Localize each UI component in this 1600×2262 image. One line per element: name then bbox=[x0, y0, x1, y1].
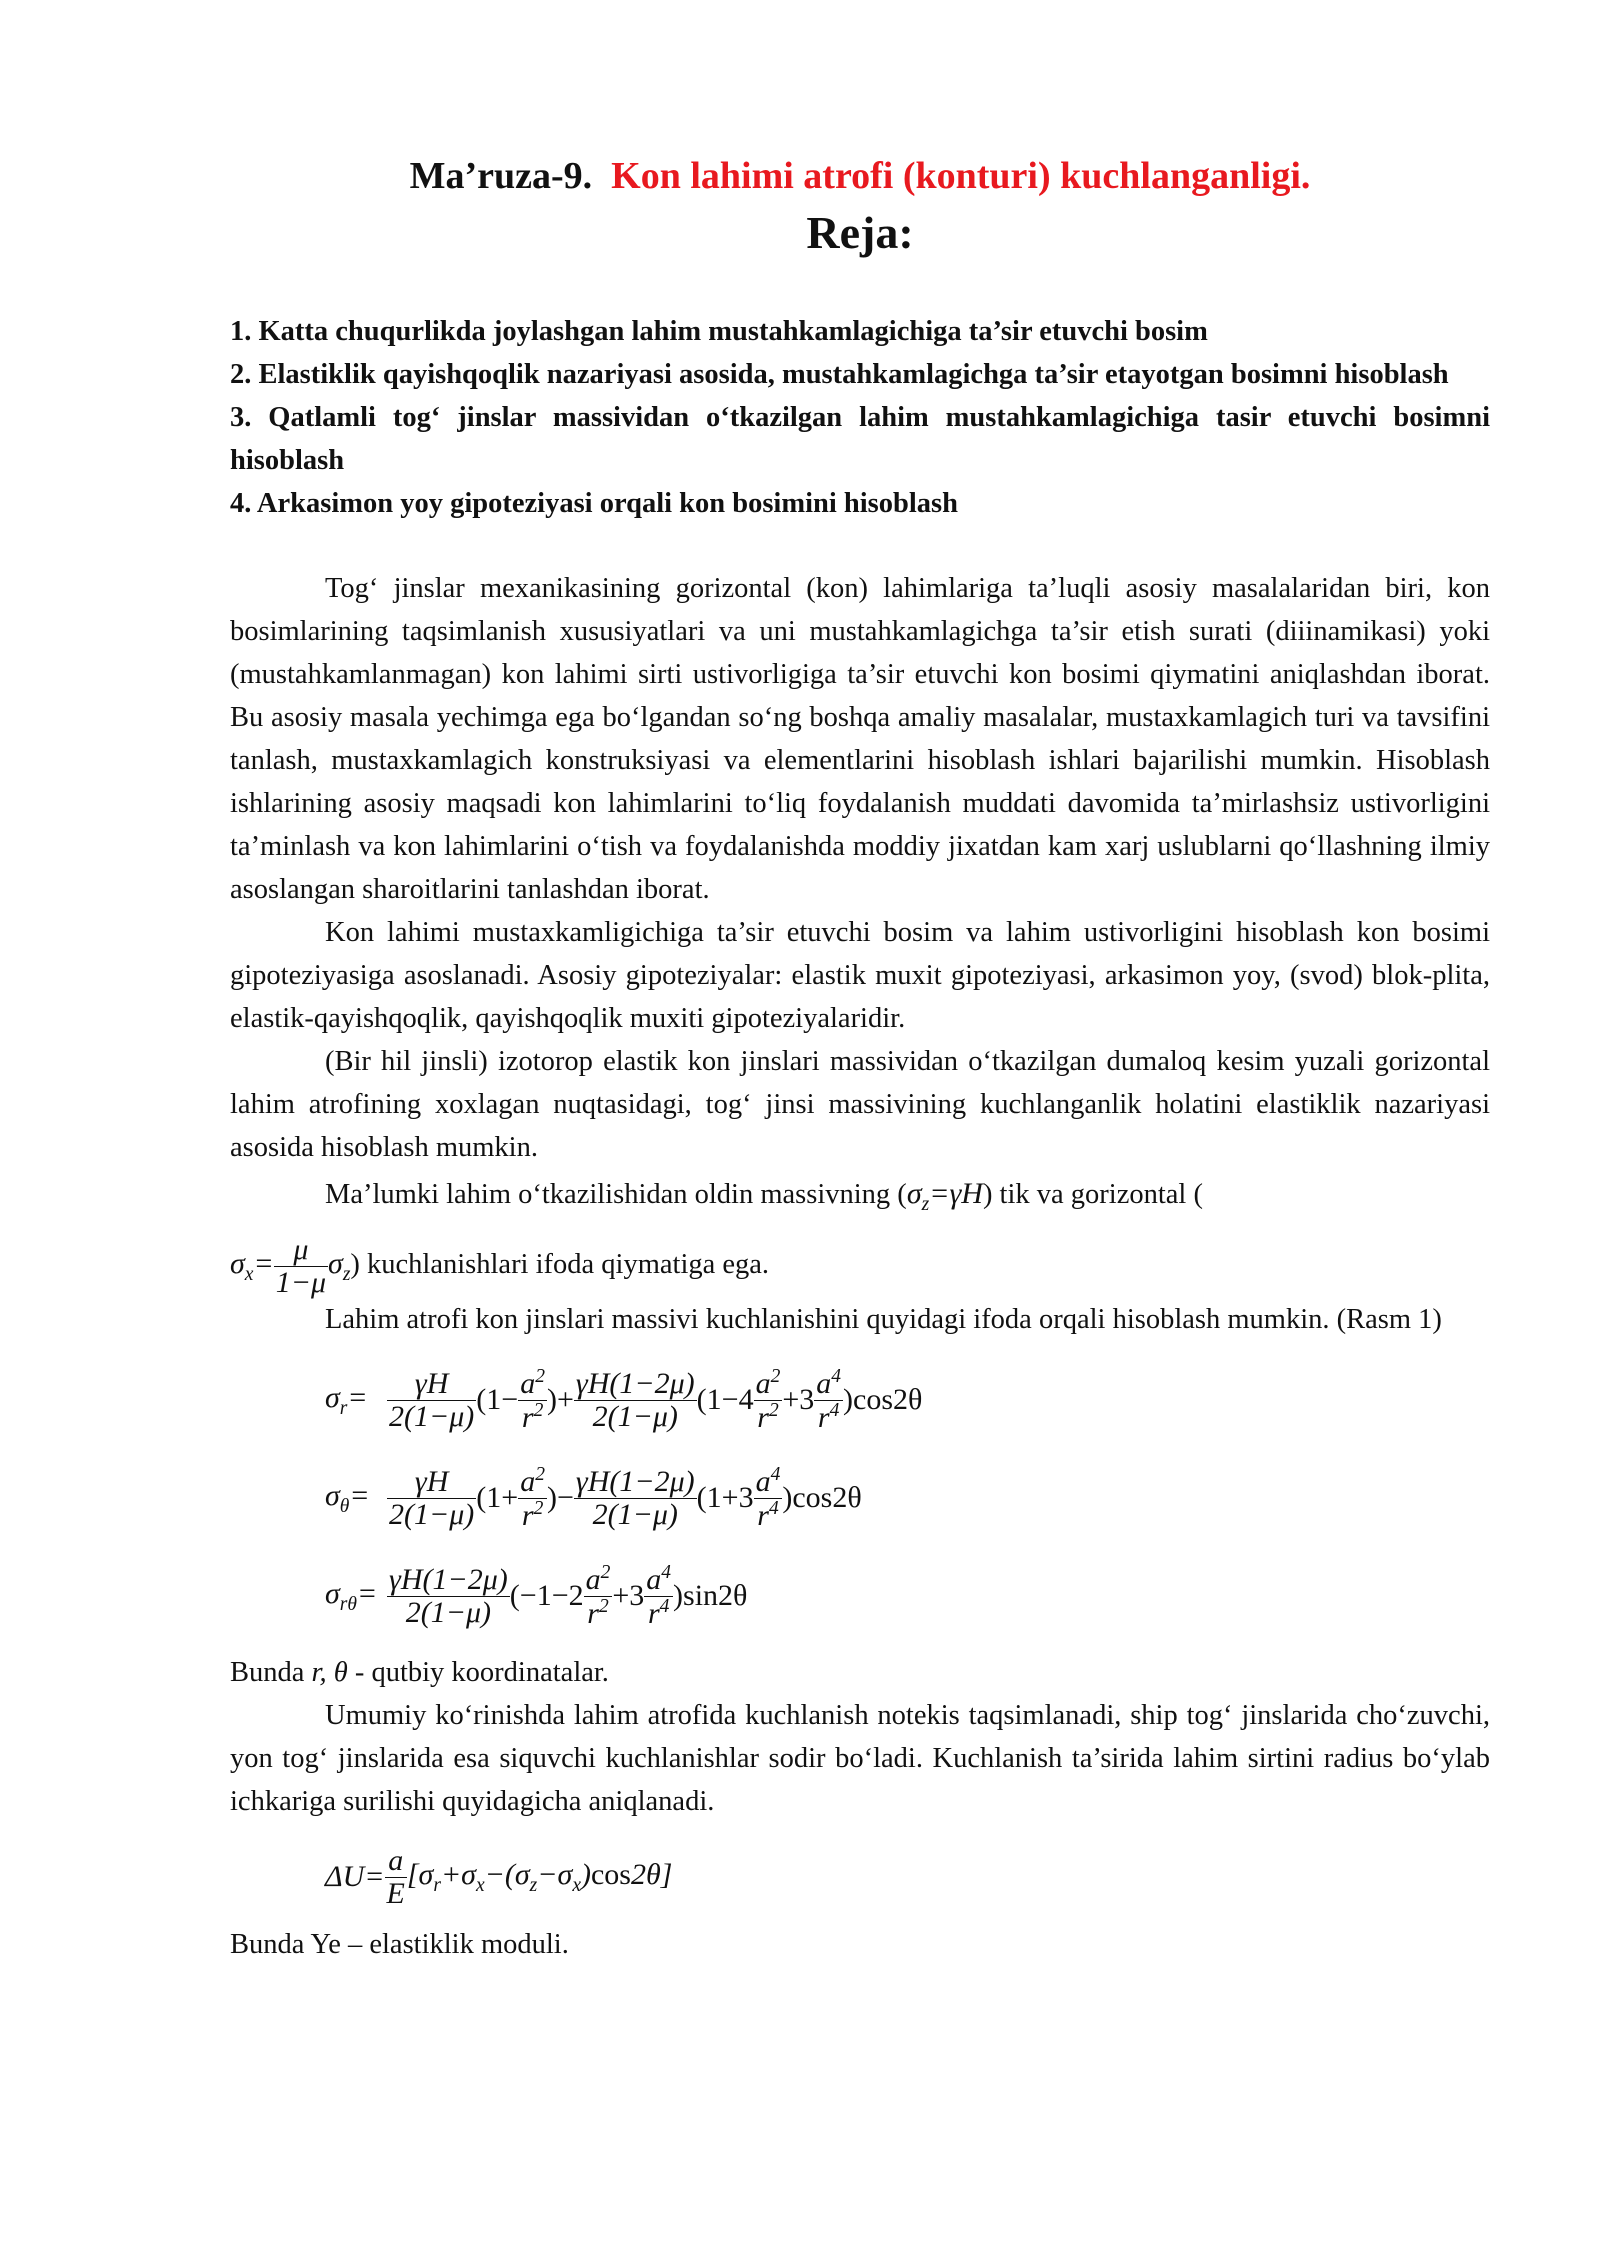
plan-heading: Reja: bbox=[806, 207, 914, 258]
plan-item: 1. Katta chuqurlikda joylashgan lahim mustahkamlagichiga ta’sir etuvchi bosim bbox=[230, 316, 1208, 347]
equation-sigma-theta: $\sigma_\theta=$ $\frac{\gamma H}{2(1-\mu)}$ (1+ $\frac{a^2}{r^2}$ )− $\frac{\gamma H(1-2\mu)}{2(1-\mu)}$ (1+3 $a^4$ $r^4$ )cos2θ bbox=[325, 1464, 862, 1532]
formula-r-theta: r, θ bbox=[311, 1657, 348, 1688]
plan-item: 3. Qatlamli tog‘ jinslar massividan o‘tkazilgan lahim mustahkamlagichiga tasir etuvchi bosimni hisoblash bbox=[230, 402, 1490, 476]
plan-item: 2. Elastiklik qayishqoqlik nazariyasi asosida, mustahkamlagichga ta’sir etayotgan bosimni hisoblash bbox=[230, 359, 1449, 390]
lecture-topic: Kon lahimi atrofi (konturi) kuchlanganligi. bbox=[611, 155, 1311, 197]
paragraph-initial-stress bbox=[230, 1169, 1490, 1230]
paragraph-text: ) tik va gorizontal ( bbox=[982, 1179, 1203, 1210]
formula-sigma-z: $\sigma_z=\gamma H$ bbox=[906, 1177, 983, 1215]
paragraph: Umumiy ko‘rinishda lahim atrofida kuchlanish notekis taqsimlanadi, ship tog‘ jinslarida cho‘zuvchi, yon tog‘ jinslarida esa siquvchi kuchlanishlar sodir bo‘ladi. Kuchlanish ta’sirida lahim sirtini radius bo‘ylab ichkariga surilishi quyidagicha aniqlanadi. bbox=[230, 1700, 1490, 1817]
plan-list bbox=[230, 310, 1490, 525]
paragraph-polar-coords bbox=[230, 1651, 1490, 1694]
paragraph: Kon lahimi mustaxkamligichiga ta’sir etuvchi bosim va lahim ustivorligini hisoblash kon bosimi gipoteziyasiga asoslanadi. Asosiy gipoteziyalar: elastik muxit gipoteziyasi, arkasimon yoy, (svod) blok-plita, elastik-qayishqoqlik, qayishqoqlik muxiti gipoteziyalaridir. bbox=[230, 917, 1490, 1034]
formula-sigma-x: $\sigma_x=$ $\frac{\mu}{1-\mu}$ $\sigma_z$ bbox=[230, 1233, 351, 1299]
equation-sigma-r-theta: $\sigma_{r\theta}=$ $\frac{\gamma H(1-2\mu)}{2(1-\mu)}$ (−1−2 $a^2$ $r^2$ +3 $a^4$ $r^4$ )sin2θ bbox=[325, 1562, 748, 1630]
paragraph-text: Bunda bbox=[230, 1657, 305, 1688]
plan-item: 4. Arkasimon yoy gipoteziyasi orqali kon bosimini hisoblash bbox=[230, 488, 958, 519]
paragraph-text: Ma’lumki lahim o‘tkazilishidan oldin massivning ( bbox=[325, 1179, 907, 1210]
paragraph: (Bir hil jinsli) izotorop elastik kon jinslari massividan o‘tkazilgan dumaloq kesim yuzali gorizontal lahim atrofining xoxlagan nuqtasidagi, tog‘ jinsi massivining kuchlanganlik holatini elastiklik nazariyasi asosida hisoblash mumkin. bbox=[230, 1046, 1490, 1163]
paragraph-modulus: Bunda Ye – elastiklik moduli. bbox=[230, 1929, 569, 1960]
paragraph: Lahim atrofi kon jinslari massivi kuchlanishini quyidagi ifoda orqali hisoblash mumkin. (Rasm 1) bbox=[325, 1304, 1442, 1335]
equation-sigma-r: $\sigma_r=$ $\frac{\gamma H}{2(1-\mu)}$ (1− $\frac{a^2}{r^2}$ )+ $\frac{\gamma H(1-2\mu)}{2(1-\mu)}$ (1−4 $a^2$ $r^2$ +3 $a^4$ $r^4$ )cos2θ bbox=[325, 1366, 923, 1434]
lecture-title bbox=[230, 150, 1490, 202]
paragraph-text: ) kuchlanishlari ifoda qiymatiga ega. bbox=[350, 1248, 770, 1280]
lecture-number: Ma’ruza-9. bbox=[409, 155, 593, 197]
document-page bbox=[230, 150, 1490, 1966]
paragraph: Tog‘ jinslar mexanikasining gorizontal (kon) lahimlariga ta’luqli asosiy masalalaridan biri, kon bosimlarining taqsimlanish xususiyatlari va uni mustahkamlagichga ta’sir etish surati (diiinamikasi) yoki (mustahkamlanmagan) kon lahimi sirti ustivorligiga ta’sir etuvchi kon bosimi qiymatini aniqlashdan iborat. Bu asosiy masala yechimga ega bo‘lgandan so‘ng boshqa amaliy masalalar, mustaxkamlagich turi va tavsifini tanlash, mustaxkamlagich konstruksiyasi va elementlarini hisoblash ishlari bajarilishi mumkin. Hisoblash ishlarining asosiy maqsadi kon lahimlarini to‘liq foydalanish muddati davomida ta’mirlashsiz ustivorligini ta’minlash va kon lahimlarini o‘tish va foydalanishda moddiy jixatdan kam xarj uslublarni qo‘llashning ilmiy asoslangan sharoitlarini tanlashdan iborat. bbox=[230, 573, 1490, 905]
paragraph-horizontal-stress bbox=[230, 1234, 1490, 1298]
stress-equations bbox=[325, 1351, 1490, 1645]
equation-displacement: ΔU= $\frac{a}{E}$ $[\sigma_r+\sigma_x-(\sigma_z-\sigma_x)\cos 2\theta]$ bbox=[325, 1844, 673, 1910]
paragraph-text: - qutbiy koordinatalar. bbox=[354, 1657, 609, 1688]
